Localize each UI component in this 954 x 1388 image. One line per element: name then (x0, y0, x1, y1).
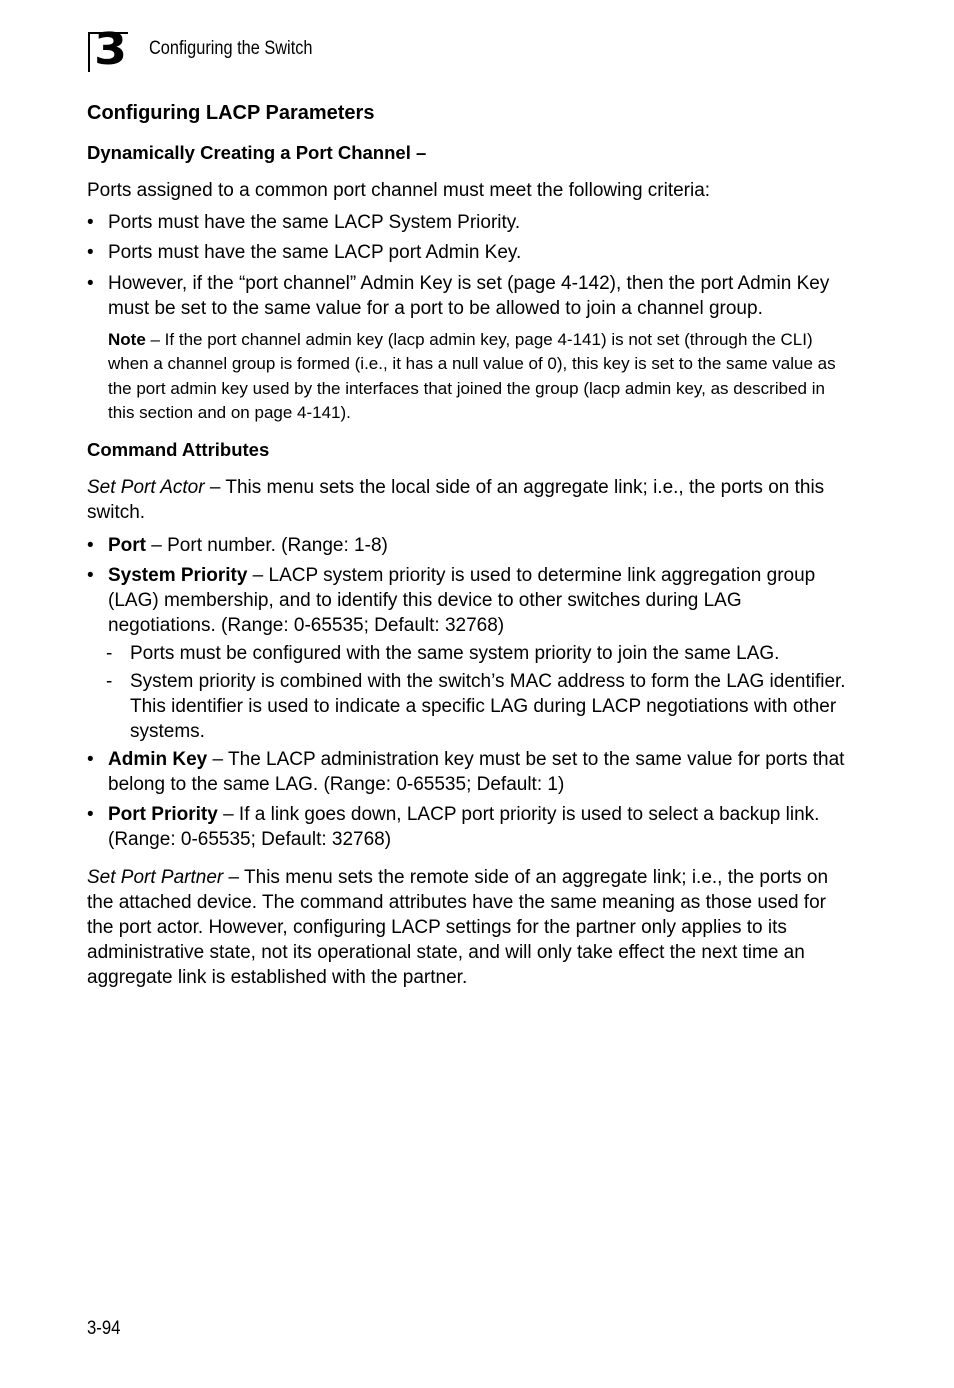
partner-term: Set Port Partner (87, 867, 224, 888)
note-label: Note (108, 330, 146, 349)
actor-paragraph (87, 475, 849, 525)
section-subtitle: Dynamically Creating a Port Channel – (87, 142, 427, 163)
note-text: – If the port channel admin key (lacp admin key, page 4-141) is not set (through the CLI) when a channel group is formed (i.e., it has a null value of 0), this key is set to the same value as the port admin key used by the interfaces that joined the group (lacp admin key, as described in this section and on page 4-141). (108, 330, 836, 422)
bullet-icon: • (87, 212, 94, 233)
attribute-text: – The LACP administration key must be set to the same value for ports that belong to the same LAG. (Range: 0-65535; Default: 1) (108, 749, 845, 795)
attribute-text: – If a link goes down, LACP port priority is used to select a backup link. (Range: 0-65535; Default: 32768) (108, 804, 820, 850)
attribute-term: Port Priority (108, 804, 218, 825)
criteria-text: Ports must have the same LACP System Priority. (108, 212, 521, 233)
subitem-text: Ports must be configured with the same system priority to join the same LAG. (130, 643, 780, 664)
intro-paragraph: Ports assigned to a common port channel must meet the following criteria: (87, 180, 711, 201)
attribute-text: – LACP system priority is used to determine link aggregation group (LAG) membership, and to identify this device to other switches during LAG negotiations. (Range: 0-65535; Default: 32768) (108, 565, 816, 636)
bullet-icon: • (87, 242, 94, 263)
page-number: 3-94 (87, 1318, 121, 1339)
bullet-icon: • (87, 273, 94, 294)
dash-icon: - (106, 643, 113, 664)
attributes-title: Command Attributes (87, 439, 270, 460)
chapter-number: 3 (94, 24, 128, 75)
bullet-icon: • (87, 749, 94, 770)
bullet-icon: • (87, 804, 94, 825)
chapter-badge (88, 24, 128, 75)
attribute-term: Port (108, 535, 146, 556)
actor-term: Set Port Actor (87, 477, 205, 498)
attribute-term: System Priority (108, 565, 248, 586)
bullet-icon: • (87, 535, 94, 556)
actor-text: – This menu sets the local side of an aggregate link; i.e., the ports on this switch. (87, 477, 825, 523)
note-block (108, 328, 848, 425)
bullet-icon: • (87, 565, 94, 586)
criteria-text: Ports must have the same LACP port Admin Key. (108, 242, 522, 263)
page-header (88, 24, 488, 75)
section-title: Configuring LACP Parameters (87, 102, 375, 124)
attribute-text: – Port number. (Range: 1-8) (146, 535, 388, 556)
dash-icon: - (106, 671, 113, 692)
partner-paragraph (87, 865, 849, 990)
attribute-term: Admin Key (108, 749, 208, 770)
running-head: Configuring the Switch (149, 38, 313, 59)
criteria-text: However, if the “port channel” Admin Key is set (page 4-142), then the port Admin Key must be set to the same value for a port to be allowed to join a channel group. (108, 273, 830, 319)
subitem-text: System priority is combined with the switch’s MAC address to form the LAG identifier. This identifier is used to indicate a specific LAG during LACP negotiations with other systems. (130, 671, 846, 742)
partner-text: – This menu sets the remote side of an aggregate link; i.e., the ports on the attached device. The command attributes have the same meaning as those used for the port actor. However, configuring LACP settings for the partner only applies to its administrative state, not its operational state, and will only take effect the next time an aggregate link is established with the partner. (87, 867, 829, 988)
